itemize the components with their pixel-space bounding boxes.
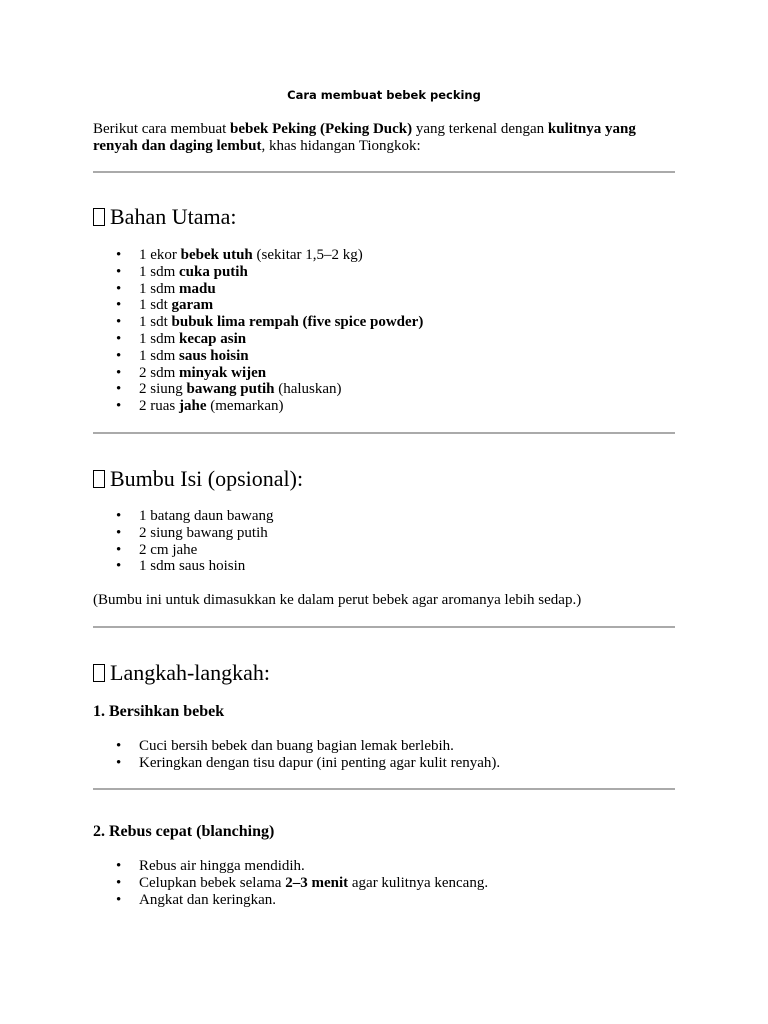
list-item [93, 381, 423, 398]
ingredient-name: minyak wijen [179, 364, 267, 381]
list-item-text: 1 sdm [139, 330, 180, 347]
list-item [93, 858, 488, 875]
bahan-list [93, 247, 423, 415]
list-item-text: 1 sdm [139, 263, 180, 280]
list-item [93, 738, 500, 755]
divider [93, 171, 675, 173]
list-item-text: Angkat dan keringkan. [139, 891, 277, 908]
list-item [93, 398, 423, 415]
list-item [93, 892, 488, 909]
ingredient-name: jahe [179, 398, 207, 415]
list-item-text: 2 ruas [139, 398, 179, 415]
list-item [93, 365, 423, 382]
intro-paragraph [93, 121, 678, 155]
divider [93, 626, 675, 628]
bahan-heading-text: Bahan Utama: [110, 204, 237, 229]
divider [93, 788, 675, 790]
list-item-text: 1 sdt [139, 297, 172, 314]
list-item [93, 558, 274, 575]
list-item-text: (memarkan) [206, 398, 284, 415]
list-item [93, 314, 423, 331]
step2-list [93, 858, 488, 908]
document-title: Cara membuat bebek pecking [287, 88, 481, 102]
list-item-text: agar kulitnya kencang. [348, 874, 489, 891]
bumbu-note: (Bumbu ini untuk dimasukkan ke dalam perut bebek agar aromanya lebih sedap.) [93, 592, 582, 608]
list-item-text: 2 sdm [139, 364, 180, 381]
bumbu-heading-text: Bumbu Isi (opsional): [110, 466, 304, 491]
step2-title: 2. Rebus cepat (blanching) [93, 823, 275, 840]
list-item-text: 1 sdm [139, 347, 180, 364]
intro-text-2: yang terkenal dengan [412, 121, 548, 137]
langkah-heading [93, 660, 270, 686]
list-item [93, 348, 423, 365]
bumbu-heading [93, 466, 303, 492]
list-item-text: 2 cm jahe [139, 541, 198, 558]
list-item [93, 508, 274, 525]
ingredient-name: saus hoisin [179, 347, 249, 364]
missing-glyph-icon [93, 470, 105, 488]
list-item-text: (sekitar 1,5–2 kg) [252, 247, 363, 263]
ingredient-name: bawang putih [186, 381, 275, 398]
bumbu-list [93, 508, 274, 575]
list-item [93, 542, 274, 559]
list-item-text: 2 siung [139, 381, 187, 398]
langkah-heading-text: Langkah-langkah: [110, 660, 271, 685]
ingredient-name: cuka putih [179, 263, 248, 280]
intro-bold-1: bebek Peking (Peking Duck) [230, 121, 413, 137]
ingredient-name: bubuk lima rempah (five spice powder) [171, 314, 424, 331]
list-item-text: Cuci bersih bebek dan buang bagian lemak berlebih. [139, 738, 454, 754]
step1-title: 1. Bersihkan bebek [93, 703, 225, 720]
intro-text-3: , khas hidangan Tiongkok: [261, 138, 421, 154]
list-item-bold: 2–3 menit [285, 874, 349, 891]
intro-text-1: Berikut cara membuat [93, 121, 231, 137]
list-item [93, 247, 423, 264]
list-item [93, 331, 423, 348]
list-item [93, 875, 488, 892]
list-item-text: 1 sdt [139, 314, 172, 331]
list-item [93, 264, 423, 281]
ingredient-name: madu [179, 280, 216, 297]
step1-list [93, 738, 500, 772]
divider [93, 432, 675, 434]
list-item [93, 297, 423, 314]
missing-glyph-icon [93, 664, 105, 682]
missing-glyph-icon [93, 208, 105, 226]
ingredient-name: kecap asin [179, 330, 247, 347]
list-item-text: 2 siung bawang putih [139, 524, 268, 541]
list-item-text: Celupkan bebek selama [139, 874, 286, 891]
list-item-text: 1 sdm saus hoisin [139, 558, 246, 575]
list-item-text: Rebus air hingga mendidih. [139, 858, 305, 874]
list-item-text: Keringkan dengan tisu dapur (ini penting agar kulit renyah). [139, 754, 501, 771]
list-item-text: (haluskan) [274, 381, 342, 398]
list-item [93, 281, 423, 298]
list-item [93, 755, 500, 772]
list-item-text: 1 batang daun bawang [139, 508, 274, 524]
list-item-text: 1 sdm [139, 280, 180, 297]
ingredient-name: garam [171, 297, 214, 314]
bahan-heading [93, 204, 236, 230]
ingredient-name: bebek utuh [180, 247, 253, 263]
list-item-text: 1 ekor [139, 247, 181, 263]
list-item [93, 525, 274, 542]
intro-bold-2: kulitnya yang renyah dan daging lembut [93, 121, 636, 154]
